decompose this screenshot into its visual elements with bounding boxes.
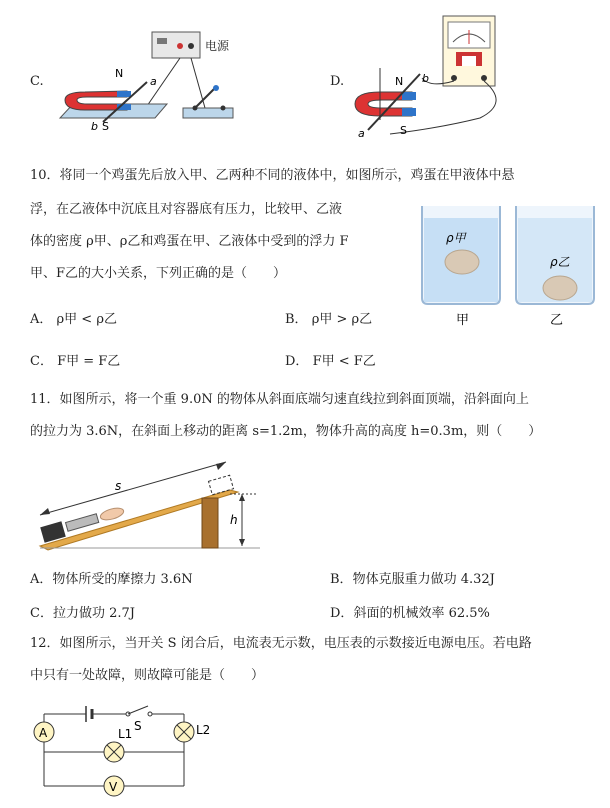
q10-figure-beakers — [410, 198, 600, 330]
q10-option-d: D． F甲 < F乙 — [285, 354, 376, 369]
lamp-L1-label: L1 — [118, 727, 133, 741]
label-b: b — [91, 120, 98, 133]
q11-line2: 的拉力为 3.6N，在斜面上移动的距离 s=1.2m，物体升高的高度 h=0.3m，则（ ） — [30, 424, 542, 439]
q10-option-b: B． ρ甲 > ρ乙 — [285, 312, 373, 327]
q12-figure-circuit — [30, 694, 230, 804]
q9-option-d-label: D. — [330, 74, 345, 89]
rho-yi-label: ρ乙 — [550, 255, 570, 269]
q12-line1: 12．如图所示，当开关 S 闭合后，电流表无示数，电压表的示数接近电源电压。若电路 — [30, 636, 532, 651]
q10-line1: 10．将同一个鸡蛋先后放入甲、乙两种不同的液体中，如图所示，鸡蛋在甲液体中悬 — [30, 168, 515, 183]
q9-figure-c — [55, 20, 255, 135]
rho-jia-label: ρ甲 — [446, 231, 466, 245]
label-N: N — [395, 75, 404, 88]
lamp-L2-label: L2 — [196, 723, 211, 737]
label-N: N — [115, 67, 124, 80]
label-a: a — [150, 75, 157, 88]
egg-floating — [445, 250, 479, 274]
q11-option-d: D．斜面的机械效率 62.5% — [330, 606, 490, 621]
q11-option-c: C．拉力做功 2.7J — [30, 606, 135, 621]
q9-option-c-label: C. — [30, 74, 44, 89]
label-S: S — [400, 124, 407, 137]
q11-option-b: B．物体克服重力做功 4.32J — [330, 572, 495, 587]
egg-sunk — [543, 276, 577, 300]
q11-figure-incline — [30, 460, 275, 560]
h-label: h — [230, 513, 238, 527]
beaker-yi-label: 乙 — [550, 313, 564, 328]
power-supply-label: 电源 — [205, 39, 230, 53]
q9-figure-d — [350, 8, 520, 140]
q10-option-a: A． ρ甲 < ρ乙 — [30, 312, 117, 327]
s-label: s — [115, 479, 122, 493]
ammeter-label: A — [39, 726, 48, 740]
q10-line4: 甲、F乙的大小关系，下列正确的是（ ） — [30, 266, 287, 281]
q11-line1: 11．如图所示，将一个重 9.0N 的物体从斜面底端匀速直线拉到斜面顶端，沿斜面向上 — [30, 392, 529, 407]
q10-option-c: C． F甲 = F乙 — [30, 354, 121, 369]
q12-line2: 中只有一处故障，则故障可能是（ ） — [30, 668, 265, 683]
switch-blade — [128, 706, 148, 714]
beaker-jia-label: 甲 — [456, 313, 470, 328]
label-S: S — [102, 120, 109, 133]
q11-option-a: A．物体所受的摩擦力 3.6N — [30, 572, 193, 587]
label-a: a — [358, 127, 365, 140]
label-b: b — [422, 72, 429, 85]
switch-S-label: S — [134, 719, 142, 733]
q10-line3: 体的密度 ρ甲、ρ乙和鸡蛋在甲、乙液体中受到的浮力 F — [30, 234, 349, 249]
q10-line2: 浮，在乙液体中沉底且对容器底有压力，比较甲、乙液 — [30, 202, 343, 217]
voltmeter-label: V — [109, 780, 118, 794]
